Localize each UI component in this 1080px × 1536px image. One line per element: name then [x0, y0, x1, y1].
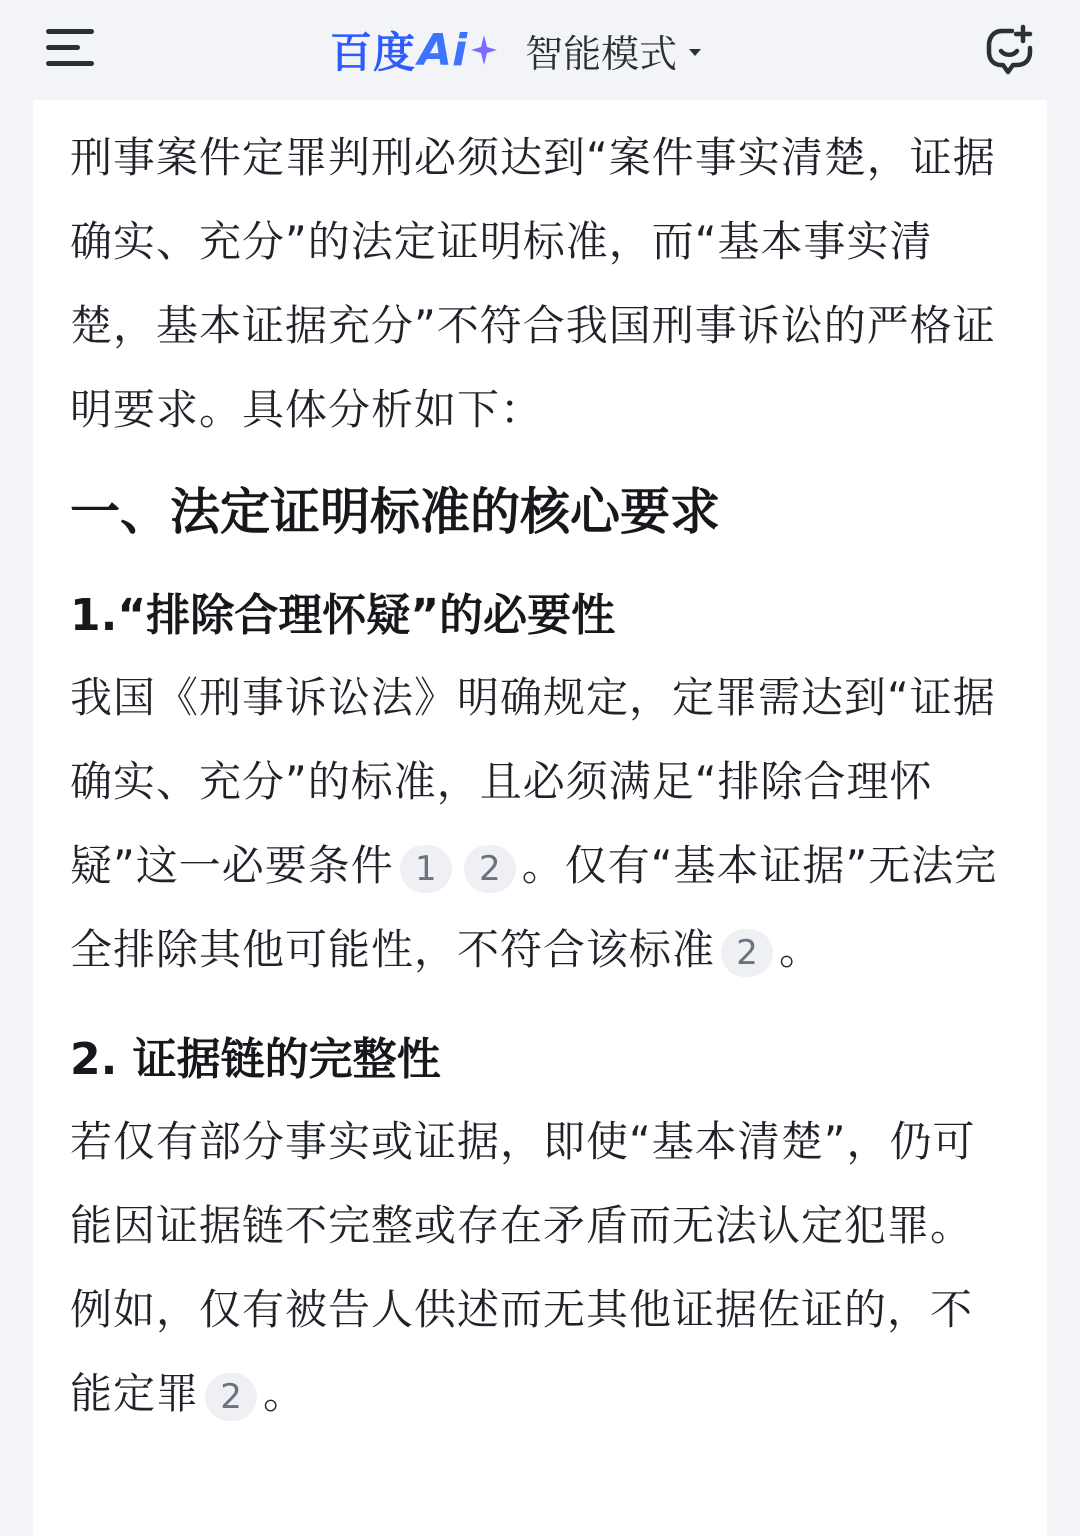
paragraph-1-text-a: 我国《刑事诉讼法》明确规定，定罪需达到“证据确实、充分”的标准，且必须满足“排除合理怀疑”这一必要条件 — [70, 673, 996, 890]
chat-add-icon[interactable] — [982, 22, 1038, 78]
caret-down-icon — [689, 49, 701, 56]
brand-area — [330, 18, 701, 82]
brand-logo-ai: Ai — [418, 24, 468, 76]
paragraph-1-text-b: 。仅有“基本证据”无法完全排除其他可能性，不符合该标准 — [70, 841, 998, 974]
paragraph-2-text-b: 。 — [263, 1369, 307, 1418]
subsection-heading-2: 2. 证据链的完整性 — [70, 1034, 441, 1085]
mode-label: 智能模式 — [525, 31, 678, 76]
citation-badge[interactable]: 2 — [721, 929, 773, 977]
paragraph-1 — [70, 656, 1015, 992]
paragraph-2 — [70, 1100, 1015, 1436]
subsection-heading-1: 1.“排除合理怀疑”的必要性 — [70, 590, 616, 641]
brand-logo-text: 百度 — [330, 28, 417, 77]
top-bar — [0, 0, 1080, 100]
paragraph-2-text-a: 若仅有部分事实或证据，即使“基本清楚”，仍可能因证据链不完整或存在矛盾而无法认定犯罪。例如，仅有被告人供述而无其他证据佐证的，不能定罪 — [70, 1117, 976, 1418]
citation-badge[interactable]: 2 — [464, 845, 516, 893]
section-heading: 一、法定证明标准的核心要求 — [70, 483, 720, 541]
hamburger-menu-icon[interactable] — [46, 26, 96, 70]
citation-badge[interactable]: 1 — [400, 845, 452, 893]
citation-badge[interactable]: 2 — [205, 1373, 257, 1421]
answer-card — [33, 100, 1047, 1536]
mode-selector[interactable] — [525, 23, 701, 78]
paragraph-1-text-c: 。 — [779, 925, 823, 974]
sparkle-icon — [469, 33, 499, 67]
spacer — [70, 992, 1015, 1008]
answer-content — [70, 116, 1015, 1436]
intro-paragraph: 刑事案件定罪判刑必须达到“案件事实清楚，证据确实、充分”的法定证明标准，而“基本事实清楚，基本证据充分”不符合我国刑事诉讼的严格证明要求。具体分析如下： — [70, 133, 996, 434]
